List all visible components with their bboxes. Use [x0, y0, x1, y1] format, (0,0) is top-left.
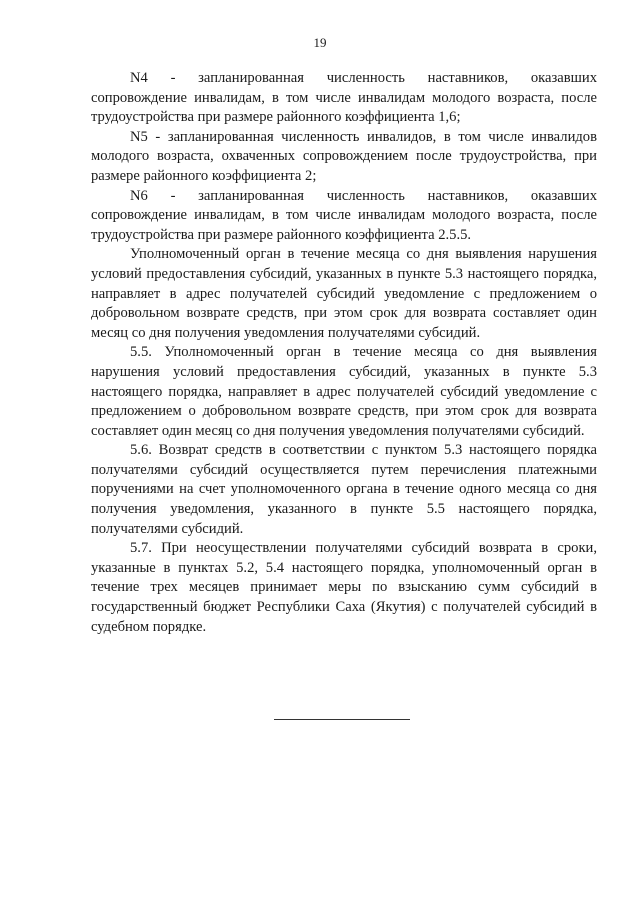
document-body: [91, 69, 597, 637]
paragraph-notification: Уполномоченный орган в течение месяца со дня выявления нарушения условий предоставления субсидий, указанных в пункте 5.3 настоящего порядка, направляет в адрес получателей субсидий уведомление с предложением о добровольном возврате средств, при этом срок для возврата составляет один месяц со дня получения уведомления получателями субсидий.: [91, 246, 597, 341]
end-of-document-rule: [274, 719, 410, 720]
paragraph-5-6: 5.6. Возврат средств в соответствии с пунктом 5.3 настоящего порядка получателями субсидий осуществляется путем перечисления платежными поручениями на счет уполномоченного органа в течение одного месяца со дня получения уведомления, указанного в пункте 5.5 настоящего порядка, получателями субсидий.: [91, 442, 597, 537]
paragraph-n6: N6 - запланированная численность наставников, оказавших сопровождение инвалидам, в том числе инвалидам молодого возраста, после трудоустройства при размере районного коэффициента 2.5.5.: [91, 187, 597, 243]
page-number: 19: [313, 35, 327, 50]
paragraph-n5: N5 - запланированная численность инвалидов, в том числе инвалидов молодого возраста, охваченных сопровождением после трудоустройства, при размере районного коэффициента 2;: [91, 128, 597, 184]
paragraph-5-7: 5.7. При неосуществлении получателями субсидий возврата в сроки, указанные в пунктах 5.2, 5.4 настоящего порядка, уполномоченный орган в течение трех месяцев принимает меры по взысканию сумм субсидий в государственный бюджет Республики Саха (Якутия) с получателей субсидий в судебном порядке.: [91, 540, 597, 635]
paragraph-n4: N4 - запланированная численность наставников, оказавших сопровождение инвалидам, в том числе инвалидам молодого возраста, после трудоустройства при размере районного коэффициента 1,6;: [91, 70, 597, 126]
paragraph-5-5: 5.5. Уполномоченный орган в течение месяца со дня выявления нарушения условий предоставления субсидий, указанных в пункте 5.3 настоящего порядка, направляет в адрес получателей субсидий уведомление с предложением о добровольном возврате средств, при этом срок для возврата составляет один месяц со дня получения уведомления получателями субсидий.: [91, 344, 597, 439]
